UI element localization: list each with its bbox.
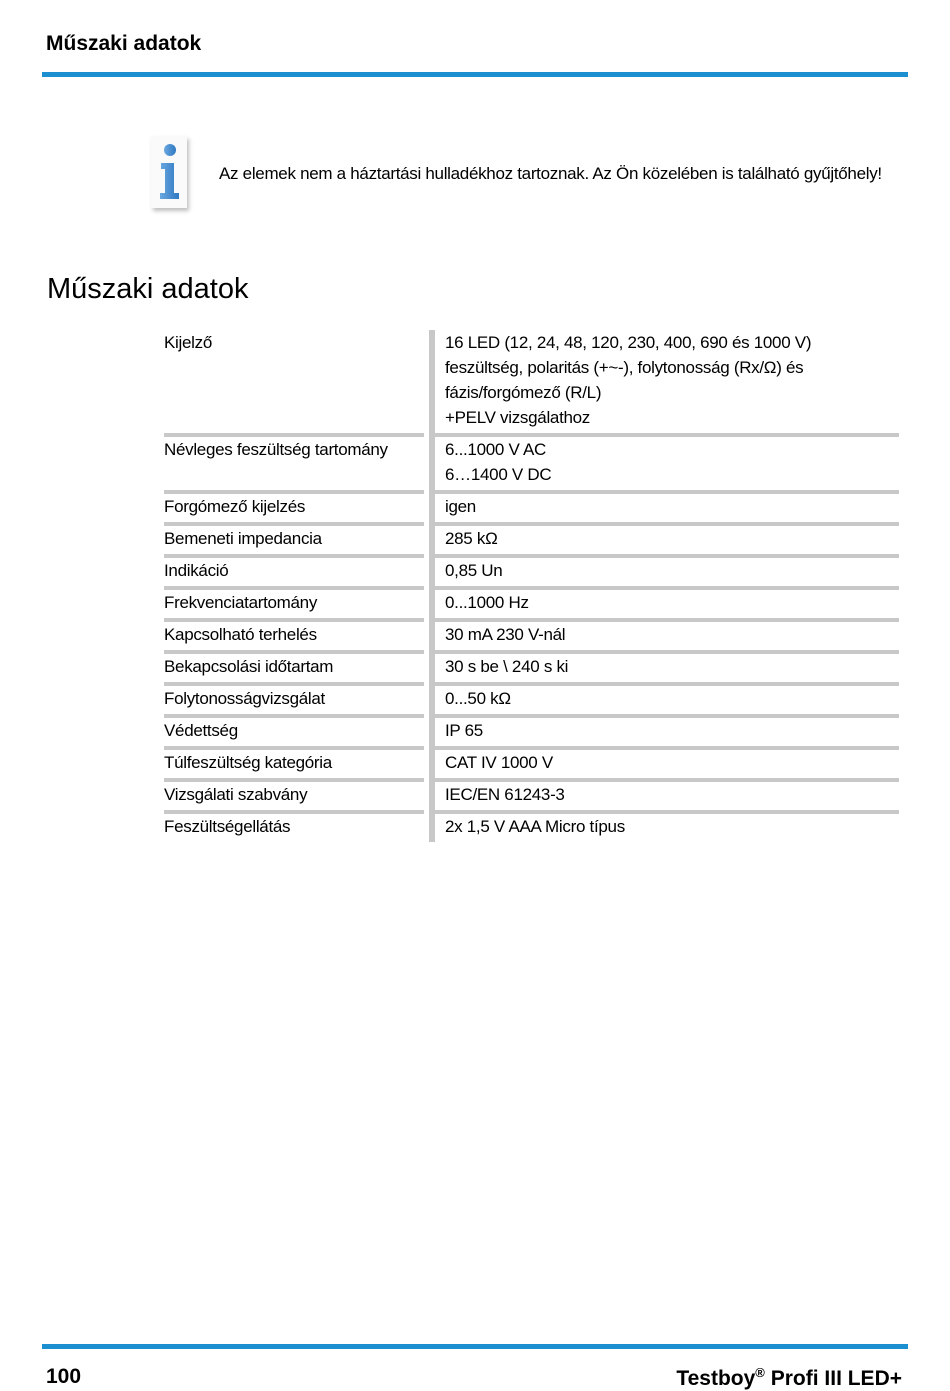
spec-value-line: feszültség, polaritás (+~-), folytonosság (Rx/Ω) és bbox=[445, 358, 804, 377]
spec-value-line: igen bbox=[445, 497, 476, 516]
spec-label: Túlfeszültség kategória bbox=[164, 750, 424, 782]
disposal-note: Az elemek nem a háztartási hulladékhoz tartoznak. Az Ön közelében is található gyűjtőhely! bbox=[219, 164, 882, 183]
spec-row bbox=[164, 814, 899, 842]
spec-row bbox=[164, 782, 899, 814]
spec-value bbox=[435, 590, 899, 622]
spec-label: Kapcsolható terhelés bbox=[164, 622, 424, 654]
page-number: 100 bbox=[46, 1365, 82, 1388]
spec-value bbox=[435, 494, 899, 526]
spec-row bbox=[164, 437, 899, 494]
spec-row bbox=[164, 654, 899, 686]
spec-row bbox=[164, 590, 899, 622]
footer-divider bbox=[42, 1344, 908, 1349]
spec-value-line: 30 s be \ 240 s ki bbox=[445, 657, 569, 676]
spec-label: Vizsgálati szabvány bbox=[164, 782, 424, 814]
spec-value bbox=[435, 686, 899, 718]
spec-value-line: IP 65 bbox=[445, 721, 483, 740]
spec-value bbox=[435, 558, 899, 590]
spec-table bbox=[164, 330, 899, 842]
spec-value bbox=[435, 814, 899, 842]
spec-value-line: 2x 1,5 V AAA Micro típus bbox=[445, 817, 625, 836]
spec-row bbox=[164, 686, 899, 718]
spec-value bbox=[435, 782, 899, 814]
spec-value-line: 0...50 kΩ bbox=[445, 689, 511, 708]
spec-value-line: IEC/EN 61243-3 bbox=[445, 785, 565, 804]
spec-value bbox=[435, 330, 899, 437]
spec-value-line: 0...1000 Hz bbox=[445, 593, 529, 612]
spec-value bbox=[435, 750, 899, 782]
spec-row bbox=[164, 558, 899, 590]
spec-row bbox=[164, 494, 899, 526]
header-divider bbox=[42, 72, 908, 77]
spec-label: Kijelző bbox=[164, 330, 424, 437]
spec-value-line: 0,85 Un bbox=[445, 561, 503, 580]
section-title: Műszaki adatok bbox=[47, 273, 249, 305]
info-icon bbox=[151, 136, 187, 208]
spec-row bbox=[164, 622, 899, 654]
product-model: Profi III LED+ bbox=[764, 1367, 902, 1390]
spec-label: Bemeneti impedancia bbox=[164, 526, 424, 558]
spec-value-line: +PELV vizsgálathoz bbox=[445, 408, 591, 427]
registered-mark: ® bbox=[755, 1365, 765, 1380]
spec-label: Feszültségellátás bbox=[164, 817, 291, 836]
spec-value-line: fázis/forgómező (R/L) bbox=[445, 383, 602, 402]
spec-value bbox=[435, 622, 899, 654]
spec-row bbox=[164, 750, 899, 782]
spec-row bbox=[164, 718, 899, 750]
spec-label: Forgómező kijelzés bbox=[164, 494, 424, 526]
spec-value-line: 16 LED (12, 24, 48, 120, 230, 400, 690 és 1000 V) bbox=[445, 333, 812, 352]
spec-label: Névleges feszültség tartomány bbox=[164, 437, 424, 494]
spec-value-line: 6...1000 V AC bbox=[445, 440, 547, 459]
spec-label: Védettség bbox=[164, 718, 424, 750]
spec-row bbox=[164, 330, 899, 437]
page-header-title: Műszaki adatok bbox=[46, 32, 202, 55]
product-name bbox=[676, 1365, 902, 1391]
spec-row bbox=[164, 526, 899, 558]
spec-value-line: 6…1400 V DC bbox=[445, 465, 552, 484]
spec-label: Bekapcsolási időtartam bbox=[164, 654, 424, 686]
spec-value bbox=[435, 437, 899, 494]
spec-value bbox=[435, 526, 899, 558]
product-brand: Testboy bbox=[676, 1367, 756, 1390]
spec-value bbox=[435, 718, 899, 750]
spec-label: Folytonosságvizsgálat bbox=[164, 686, 424, 718]
spec-label: Indikáció bbox=[164, 558, 424, 590]
spec-value bbox=[435, 654, 899, 686]
spec-value-line: CAT IV 1000 V bbox=[445, 753, 553, 772]
spec-value-line: 285 kΩ bbox=[445, 529, 498, 548]
spec-value-line: 30 mA 230 V-nál bbox=[445, 625, 566, 644]
spec-label: Frekvenciatartomány bbox=[164, 590, 424, 622]
